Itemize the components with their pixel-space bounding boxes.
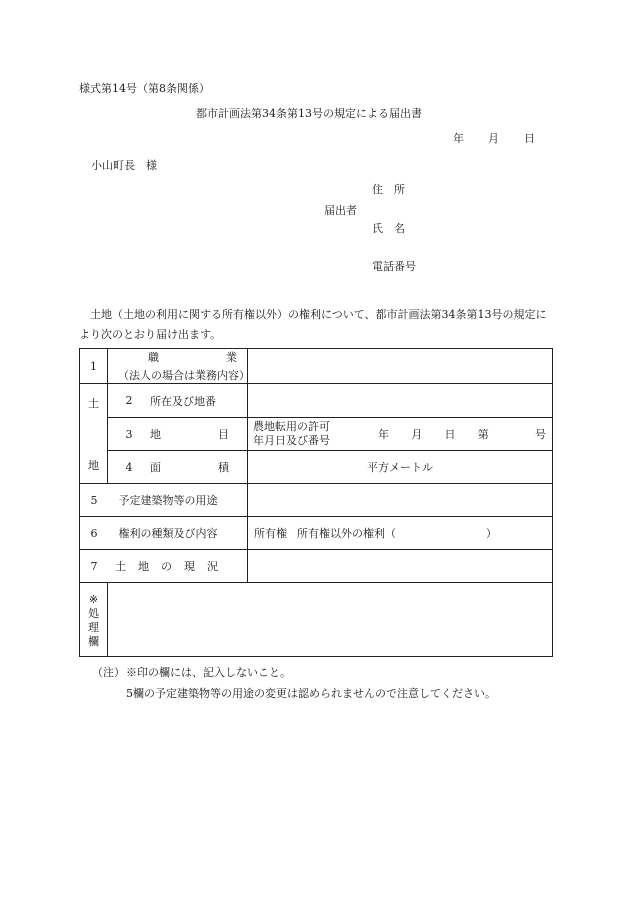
land-status-char-5: 況	[207, 560, 218, 573]
table-row-land-status	[80, 550, 553, 583]
name-label: 氏 名	[372, 222, 405, 235]
rights-ownership-option: 所有権	[254, 527, 287, 540]
processing-label-cell	[80, 583, 108, 657]
addressee: 小山町長 様	[91, 159, 157, 172]
processing-char-2: 理	[88, 621, 99, 634]
date-month-label: 月	[488, 132, 499, 145]
processing-char-1: 処	[88, 607, 99, 620]
table-row-rights	[80, 517, 553, 550]
permit-no-prefix: 第	[477, 428, 489, 441]
processing-value-cell	[108, 583, 553, 657]
row-number: 1	[80, 349, 108, 384]
rights-other-close: ）	[486, 527, 497, 540]
permit-month-label: 月	[411, 428, 423, 441]
date-day-label: 日	[524, 132, 535, 145]
land-status-char-3: の	[161, 560, 172, 573]
notes-tag: （注）	[92, 666, 125, 679]
note-line-2: 5欄の予定建築物等の用途の変更は認められませんので注意してください。	[126, 687, 496, 700]
land-status-char-4: 現	[184, 560, 195, 573]
permit-year-label: 年	[378, 428, 389, 441]
land-char-2: 地	[88, 458, 99, 472]
location-label-cell	[108, 384, 248, 418]
area-unit: 平方メートル	[367, 461, 433, 474]
land-status-char-2: 地	[138, 560, 149, 573]
occupation-label-a: 職	[148, 351, 159, 364]
land-char-1: 土	[88, 396, 99, 410]
row-number: 4	[125, 460, 133, 474]
land-status-value-cell[interactable]	[248, 550, 553, 583]
notifier-label: 届出者	[324, 204, 357, 217]
land-category-label-a: 地	[150, 428, 161, 441]
table-row-planned-use	[80, 484, 553, 517]
land-category-label-cell	[108, 418, 248, 451]
occupation-sub-label: （法人の場合は業務内容）	[118, 369, 250, 382]
farm-permit-label-2: 年月日及び番号	[253, 434, 330, 447]
occupation-label-b: 業	[226, 351, 237, 364]
land-status-char-1: 土	[115, 560, 126, 573]
planned-use-label: 予定建築物等の用途	[118, 494, 218, 507]
row-number: 2	[125, 394, 133, 407]
land-group-cell	[80, 384, 108, 484]
table-row-location	[80, 384, 553, 418]
row-number: 3	[125, 427, 133, 441]
location-value-cell[interactable]	[248, 384, 553, 418]
row-number: 6	[90, 527, 98, 540]
permit-no-suffix: 号	[535, 428, 546, 441]
land-status-label-cell	[80, 550, 248, 583]
area-label-cell	[108, 451, 248, 484]
rights-label: 権利の種類及び内容	[118, 527, 218, 540]
area-value-cell[interactable]	[248, 451, 553, 484]
permit-day-label: 日	[444, 428, 456, 441]
table-row-area	[80, 451, 553, 484]
table-row-occupation	[80, 349, 553, 384]
note-line-1: ※印の欄には、記入しないこと。	[126, 666, 291, 679]
land-category-value-cell[interactable]	[248, 418, 553, 451]
processing-mark: ※	[88, 593, 99, 606]
planned-use-value-cell[interactable]	[248, 484, 553, 517]
row-number: 5	[90, 494, 98, 507]
rights-label-cell	[80, 517, 248, 550]
address-label: 住 所	[372, 183, 405, 196]
location-label: 所在及び地番	[150, 394, 216, 408]
table-row-processing	[80, 583, 553, 657]
table-row-land-category	[80, 418, 553, 451]
document-title: 都市計画法第34条第13号の規定による届出書	[196, 107, 422, 120]
row-number: 7	[90, 559, 98, 573]
area-label-b: 積	[218, 461, 229, 474]
phone-label: 電話番号	[372, 260, 416, 273]
processing-char-3: 欄	[88, 635, 99, 648]
farm-permit-label-1: 農地転用の許可	[253, 420, 330, 433]
area-label-a: 面	[150, 461, 161, 474]
notification-table	[79, 348, 553, 657]
occupation-label-cell	[108, 349, 248, 384]
planned-use-label-cell	[80, 484, 248, 517]
rights-value-cell[interactable]	[248, 517, 553, 550]
occupation-value-cell[interactable]	[248, 349, 553, 384]
land-category-label-b: 目	[218, 428, 229, 441]
form-number: 様式第14号（第8条関係）	[79, 82, 210, 95]
date-year-label: 年	[453, 132, 464, 145]
rights-other-option: 所有権以外の権利（	[297, 527, 396, 540]
body-text: 土地（土地の利用に関する所有権以外）の権利について、都市計画法第34条第13号の規定により次のとおり届け出ます。	[79, 308, 547, 341]
